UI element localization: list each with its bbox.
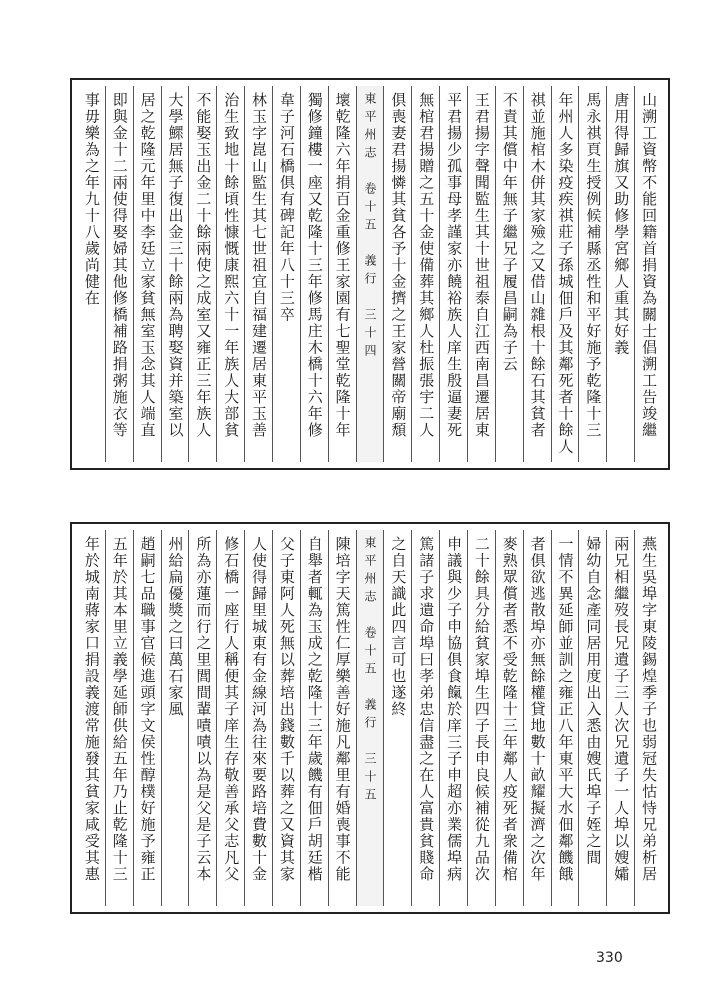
text-column: 平君揚少孤事母孝謹家亦饒裕族人庠生殷逼妻死 [439,86,467,462]
text-column: 年於城南蔣家口捐設義渡常施發其貧家咸受其惠 [82,536,101,883]
text-column: 獨修鐘樓一座又乾隆十三年修馬庄木橋十六年修 [300,86,328,462]
text-column: 篤諸子求遺命埠曰孝弟忠信盡之在人富貴貧賤命 [411,530,439,906]
text-column: 麥熟眾償者悉不受乾隆十三年鄰人疫死者衆備棺 [495,530,523,906]
text-column: 治生致地十餘頃性慷慨康熙六十一年族人大部貧 [216,86,244,462]
text-column: 祺並施棺木併其家殮之又借山雜根十餘石其貧者 [523,86,551,462]
text-column: 俱喪妻君揚憐其貧各予十金擠之王家營關帝廟頹 [383,86,411,462]
text-column: 即與金十二兩使得娶婦其他修橋補路捐粥施衣等 [105,86,133,462]
text-column: 韋子河石橋俱有碑記年八十三卒 [272,86,300,462]
text-column: 不能娶玉出金二十餘兩使之成室又雍正三年族人 [188,86,216,462]
bottom-text-columns [78,530,662,906]
text-column: 馬永祺頁生授例候補縣丞性和平好施予乾隆十三 [578,86,606,462]
text-column: 王君揚字聲聞監生其十世祖泰自江西南昌遷居東 [467,86,495,462]
text-column: 者俱欲逃散埠亦無餘權貸地數十畝耀擬濟之次年 [523,530,551,906]
text-column: 壞乾隆六年捐百金重修王家園有七聖堂乾隆十年 [328,86,356,462]
top-page-panel [70,78,670,470]
text-column: 自舉者輒為玉成之乾隆十三年歲饑有佃戶胡廷楷 [300,530,328,906]
running-header-column: 東平州志 卷十五 義行 三十五 [356,530,384,906]
text-column: 申議與少子申協俱食餼於庠三子申超亦業儒埠病 [439,530,467,906]
bottom-page-panel [70,522,670,914]
text-column: 年州人多染疫疾祺莊子孫城佃戶及其鄰死者十餘人 [551,86,579,462]
text-column: 趙嗣七品職事官候進頭字文侯性醇樸好施予雍正 [133,530,161,906]
text-column: 燕生吳埠字東陵錫煌季子也弱冠失怙恃兄弟析居 [634,530,662,906]
text-column: 一情不異延師並訓之雍正八年東平大水佃鄰饑餓 [551,530,579,906]
top-text-columns [78,86,662,462]
text-column: 父子東阿人死無以葬培出錢數千以葬之又資其家 [272,530,300,906]
text-column: 之自天識此四言可也遂終 [383,530,411,906]
page-number: 330 [596,950,623,966]
text-column: 居之乾隆元年里中李廷立家貧無室玉念其人端直 [133,86,161,462]
text-column: 二十餘具分給貧家埠生四子長申良候補從九品次 [467,530,495,906]
text-column: 州給扁優獎之曰萬石家風 [161,530,189,906]
text-column: 五年於其本里立義學延師供給五年乃止乾隆十三 [105,530,133,906]
text-column: 唐用得歸旗又助修學宮鄉人重其好義 [606,86,634,462]
text-column: 不責其償中年無子繼兄子履昌嗣為子云 [495,86,523,462]
text-column: 事毋樂為之年九十八歲尚健在 [82,92,101,307]
text-column: 陳培字天篤性仁厚樂善好施凡鄰里有婚喪事不能 [328,530,356,906]
text-column: 無棺君揚贈之五十金使備葬其鄉人杜振張宇二人 [411,86,439,462]
text-column: 修石橋一座行人稱便其子庠生存敬善承父志凡父 [216,530,244,906]
text-column: 林玉字崑山監生其七世祖宜自福建遷居東平玉善 [244,86,272,462]
text-column: 人使得歸里城東有金線河為往來要路培費數十金 [244,530,272,906]
text-column: 所為亦蓮而行之里閭間輩嘖嘖以為是父是子云本 [188,530,216,906]
text-column: 大學鰥居無子復出金三十餘兩為聘娶資并築室以 [161,86,189,462]
text-column: 山溯工資幣不能回籍首捐資為關士倡溯工告竣繼 [634,86,662,462]
running-header-column: 東平州志 卷十五 義行 三十四 [356,86,384,462]
text-column: 婦幼自念產同居用度出入悉由嫂氏埠子姪之間 [578,530,606,906]
text-column: 兩兄相繼歿長兄遺子三人次兄遺子一人埠以嫂孀 [606,530,634,906]
